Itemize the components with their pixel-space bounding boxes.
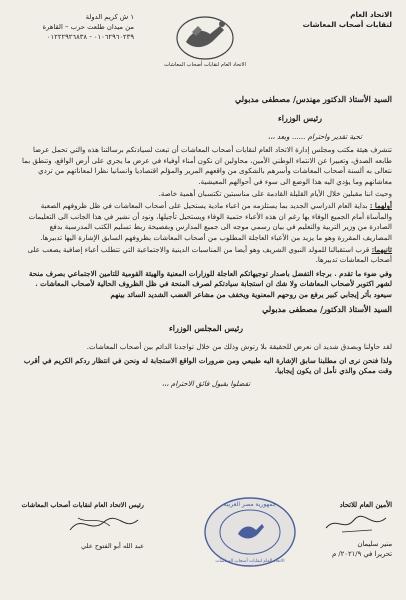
org-name-line2: لنقابات أصحاب المعاشات: [302, 20, 392, 29]
second-occasion-text: قرب استقبالنا للمولد النبوي الشريف وهو أيضا من المناسبات الدينية والاجتماعية التي تتطلب أعباء إضافية يصعب على أصحاب المعاشات تدبيرها.: [27, 245, 392, 265]
phone-numbers: ٠١٠٦٢٩٦٠٢٣٩ - ٠١٢٢٢٩٢٦٨٣٨: [46, 33, 134, 41]
first-occasion-label: أولهما :: [369, 201, 392, 211]
title-1: رئيس الوزراء: [278, 113, 322, 123]
address-line1: ١ ش كريم الدولة: [85, 13, 134, 21]
official-stamp: [200, 492, 300, 572]
president-title: رئيس الاتحاد العام لنقابات أصحاب المعاشات: [21, 501, 144, 509]
stamp-outer-text: جمهورية مصر العربية: [223, 501, 277, 508]
logo-caption: الاتحاد العام لنقابات أصحاب المعاشات: [164, 62, 246, 68]
president-signature: [64, 510, 144, 538]
org-name-line1: الاتحاد العام: [350, 10, 392, 19]
second-occasion-label: ثانيهما:: [371, 245, 392, 255]
addressee-1: السيد الأستاذ الدكتور مهندس/ مصطفى مدبولي: [234, 94, 392, 104]
paragraph-6: لقد حاولنا وبصدق شديد ان نعرض للحقيقة بلا رتوش وذلك من خلال تواجدنا الدائم بين أصحاب المعاشات.: [86, 342, 392, 352]
org-header: [262, 10, 392, 30]
paragraph-7: ولذا فنحن نرى ان مطلبنا سابق الإشارة اليه طبيعي ومن ضرورات الواقع الاستجابة له ونحن في انتظار ردكم الكريم في أقرب وقت ممكن والذي نأمل ان يكون إيجابيا.: [23, 355, 392, 375]
address-line2: من ميدان طلعت حرب – القاهرة: [42, 23, 134, 31]
president-name: عبد الله أبو الفتوح علي: [81, 542, 144, 550]
paragraph-4: [20, 245, 392, 266]
secretary-title: الأمين العام للاتحاد: [339, 501, 392, 509]
paragraph-1: تتشرف هيئة مكتب ومجلس إدارة الاتحاد العام لنقابات أصحاب المعاشات أن تبعث لسيادتكم برسالتنا هذه والتي تحمل عرضا طابعه الصدق، وتعبيرا عن الانتماء الوطني الأمين، محاولين ان نكون أمناء أوفياء في عرض ما يجري على أرض الواقع، وتنطق بما نتعالى به ألسنة أصحاب المعاشات وأسرهم بالشكوى من واقعهم المرير والمؤلم اقتصاديا وانسانيا نظرا لمعاناتهم من تردي معاشاتهم وما يؤدي اليه هذا الوضع الى سوء في أحوالهم المعيشية.: [21, 145, 392, 186]
paragraph-3: [20, 201, 392, 243]
secretary-signature: [322, 510, 392, 536]
letter-date: تحريرا في ٢٠٢١/٩/ م: [331, 550, 392, 558]
title-2: رئيس المجلس الوزراء: [168, 323, 244, 334]
address-header: [14, 12, 134, 42]
union-logo: [162, 12, 248, 70]
greeting: تحية تقدير واحترام ...... وبعد ،،،: [267, 132, 362, 141]
closing: تفضلوا بقبول فائق الاحترام ،،،: [161, 379, 251, 389]
signature-right-block: [14, 500, 144, 551]
addressee-2: السيد الأستاذ الدكتور/ مصطفى مدبولي: [262, 304, 392, 315]
signature-left-block: [292, 500, 392, 559]
paragraph-request: وفي ضوء ما تقدم . برجاء التفضل باصدار توجيهاتكم العاجلة للوزارات المعنية والهيئة القومية للتامين الاجتماعي بصرف منحة لشهر اكتوبر لأصحاب المعاشات ولا شك ان استجابة سيادتكم لصرف المنحة في ظل الظروف الحالية لأصحاب المعاشات . سيعود بأثر إيجابي كبير يرفع من روحهم المعنوية ويخفف من مشاعر الغضب الشديد السائد بينهم: [29, 268, 392, 299]
stamp-inner-text: الاتحاد العام لنقابات أصحاب المعاشات: [215, 559, 285, 564]
paragraph-2: وحيث اننا مقبلين خلال الأيام القليلة القادمة على مناسبتين تكتسبان أهمية خاصة.: [158, 189, 392, 199]
letter-body: [20, 86, 392, 390]
secretary-name: منير سليمان: [357, 540, 392, 548]
first-occasion-text: بداية العام الدراسي الجديد بما يستلزمه من اعباء مادية يستحيل على أصحاب المعاشات في ظل ظروفهم الصعبة والمأساة أمام الجميع الوفاء بها رغم ان هذه الأعباء حتمية الوفاء ويستحيل تأجيلها، ونود أن نشير في هذا الجانب الى التعليمات الصادرة من وزير التربية والتعليم في بيان رسمي موجه الى جميع المدارس وبفصيحة ربط تسليم الكتب المدرسية بدفع المصاريف المقررة وهو ما يزيد من الأعباء العاجلة المطلوب من أصحاب المعاشات بظروفهم السابق الإشارة اليها تدبيرها.: [28, 201, 392, 242]
